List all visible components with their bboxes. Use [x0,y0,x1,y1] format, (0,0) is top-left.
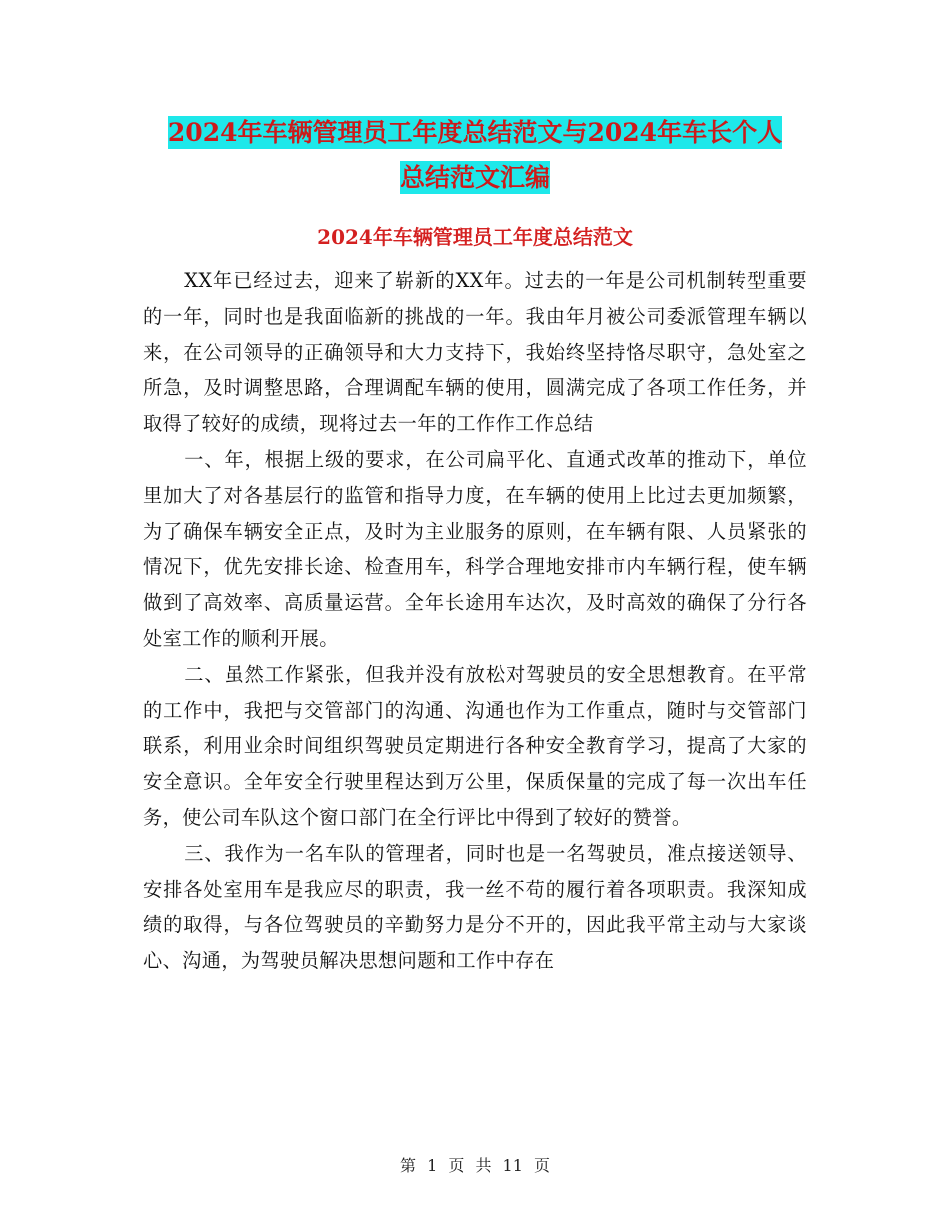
body-paragraph: 一、年，根据上级的要求，在公司扁平化、直通式改革的推动下，单位里加大了对各基层行的监管和指导力度，在车辆的使用上比过去更加频繁，为了确保车辆安全正点，及时为主业服务的原则，在车辆有限、人员紧张的情况下，优先安排长途、检查用车，科学合理地安排市内车辆行程，使车辆做到了高效率、高质量运营。全年长途用车达次，及时高效的确保了分行各处室工作的顺利开展。 [143,447,807,650]
page-number-footer: 第 1 页 共 11 页 [400,1156,550,1175]
document-title [0,110,950,200]
body-paragraph: 二、虽然工作紧张，但我并没有放松对驾驶员的安全思想教育。在平常的工作中，我把与交管部门的沟通、沟通也作为工作重点，随时与交管部门联系，利用业余时间组织驾驶员定期进行各种安全教育学习，提高了大家的安全意识。全年安全行驶里程达到万公里，保质保量的完成了每一次出车任务，使公司车队这个窗口部门在全行评比中得到了较好的赞誉。 [143,662,807,829]
document-title-line-2: 总结范文汇编 [399,163,550,192]
document-body [143,263,807,979]
body-paragraph: XX年已经过去，迎来了崭新的XX年。过去的一年是公司机制转型重要的一年，同时也是我面临新的挑战的一年。我由年月被公司委派管理车辆以来，在公司领导的正确领导和大力支持下，我始终坚持恪尽职守，急处室之所急，及时调整思路，合理调配车辆的使用，圆满完成了各项工作任务，并取得了较好的成绩，现将过去一年的工作作工作总结 [143,269,807,436]
document-title-line-1: 2024年车辆管理员工年度总结范文与2024年车长个人 [167,118,783,147]
section-title: 2024年车辆管理员工年度总结范文 [317,225,633,249]
body-paragraph: 三、我作为一名车队的管理者，同时也是一名驾驶员，准点接送领导、安排各处室用车是我应尽的职责，我一丝不苟的履行着各项职责。我深知成绩的取得，与各位驾驶员的辛勤努力是分不开的，因此我平常主动与大家谈心、沟通，为驾驶员解决思想问题和工作中存在 [143,841,807,973]
